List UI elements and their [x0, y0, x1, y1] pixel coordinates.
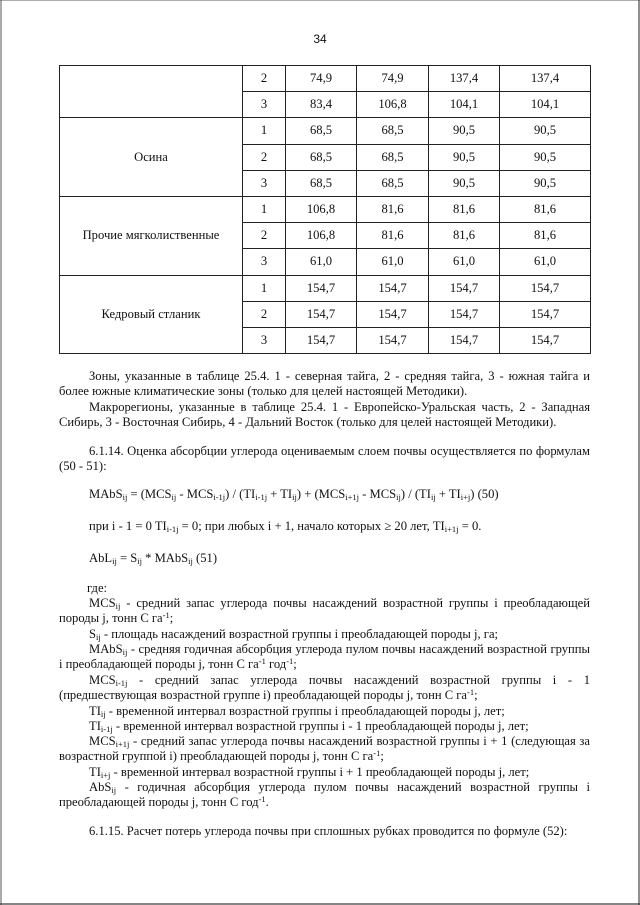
zone-number-cell: 1 — [243, 275, 286, 301]
zone-number-cell: 3 — [243, 249, 286, 275]
table-body — [60, 66, 591, 354]
zone-number-cell: 1 — [243, 118, 286, 144]
zone-number-cell: 3 — [243, 327, 286, 353]
macroregions-note: Макрорегионы, указанные в таблице 25.4. 1 - Европейско-Уральская часть, 2 - Западная Сибирь, 3 - Восточная Сибирь, 4 - Дальний Восток (только для целей настоящей Методики). — [59, 400, 590, 430]
definition-mabs-ij: MAbS$_{ij}$ - средняя годичная абсорбция углерода пулом почвы насаждений возрастной группы i преобладающей породы j, тонн С $га^{-1}$ год$^{-1}$; — [59, 642, 590, 672]
page-edge-left — [0, 0, 2, 905]
section-6-1-14-intro: 6.1.14. Оценка абсорбции углерода оцениваемым слоем почвы осуществляется по формулам (50 - 51): — [59, 444, 590, 474]
value-cell: 68,5 — [357, 170, 429, 196]
definition-ti-i+j: $TI_{i+j}$ - временной интервал возрастной группы i + 1 преобладающей породы j, лет; — [89, 765, 530, 780]
value-cell: 106,8 — [286, 223, 357, 249]
value-cell: 154,7 — [357, 327, 429, 353]
definition-ti-i-1j: $TI_{i-1j}$ - временной интервал возрастной группы i - 1 преобладающей породы j, лет; — [89, 719, 529, 734]
value-cell: 154,7 — [429, 327, 500, 353]
value-cell: 68,5 — [357, 144, 429, 170]
value-cell: 154,7 — [500, 275, 591, 301]
value-cell: 90,5 — [500, 170, 591, 196]
value-cell: 74,9 — [357, 66, 429, 92]
value-cell: 81,6 — [429, 223, 500, 249]
value-cell: 154,7 — [286, 301, 357, 327]
value-cell: 154,7 — [500, 301, 591, 327]
value-cell: 61,0 — [429, 249, 500, 275]
value-cell: 154,7 — [286, 327, 357, 353]
formula-51: $AbL_{ij} = S_{ij}$ * MAbS$_{ij}$ (51) — [89, 551, 218, 566]
where-label: где: — [87, 581, 108, 595]
value-cell: 106,8 — [286, 196, 357, 222]
value-cell: 74,9 — [286, 66, 357, 92]
value-cell: 68,5 — [286, 144, 357, 170]
value-cell: 83,4 — [286, 92, 357, 118]
value-cell: 61,0 — [286, 249, 357, 275]
value-cell: 90,5 — [429, 170, 500, 196]
definition-mcs-i-1j: $MCS_{i-1j}$ - средний запас углерода почвы насаждений возрастной группы i - 1 (предшествующая возрастной группе i) преобладающей породы j, тонн С $га^{-1}$; — [59, 673, 590, 703]
value-cell: 68,5 — [357, 118, 429, 144]
species-cell: Прочие мягколиственные — [60, 196, 243, 275]
species-cell — [60, 66, 243, 118]
formula-50: MAbS$_{ij}$ = $(MCS_{ij} - MCS_{i-1j}) / (TI_{i-1j} + TI_{ij}) + (MCS_{i+1j} - MCS_{ij}) / (TI_{ij} + TI_{i+j})$ (50) — [89, 487, 499, 502]
definition-abs-ij: AbS$_{ij}$ - годичная абсорбция углерода пулом почвы насаждений возрастной группы i преобладающей породы j, тонн С год$^{-1}$. — [59, 780, 590, 810]
value-cell: 154,7 — [429, 275, 500, 301]
zone-number-cell: 1 — [243, 196, 286, 222]
value-cell: 154,7 — [429, 301, 500, 327]
table-row — [60, 118, 591, 144]
value-cell: 81,6 — [429, 196, 500, 222]
table-row — [60, 275, 591, 301]
zone-number-cell: 2 — [243, 301, 286, 327]
value-cell: 90,5 — [429, 144, 500, 170]
value-cell: 90,5 — [429, 118, 500, 144]
value-cell: 81,6 — [500, 223, 591, 249]
value-cell: 81,6 — [357, 196, 429, 222]
page-number: 34 — [313, 32, 327, 46]
table-row — [60, 66, 591, 92]
zone-number-cell: 2 — [243, 223, 286, 249]
value-cell: 137,4 — [429, 66, 500, 92]
definition-ti-ij: $TI_{ij}$ - временной интервал возрастной группы i преобладающей породы j, лет; — [89, 704, 505, 719]
table-row — [60, 196, 591, 222]
value-cell: 104,1 — [429, 92, 500, 118]
value-cell: 61,0 — [357, 249, 429, 275]
value-cell: 81,6 — [500, 196, 591, 222]
value-cell: 154,7 — [286, 275, 357, 301]
value-cell: 154,7 — [357, 301, 429, 327]
value-cell: 81,6 — [357, 223, 429, 249]
value-cell: 90,5 — [500, 118, 591, 144]
value-cell: 137,4 — [500, 66, 591, 92]
value-cell: 104,1 — [500, 92, 591, 118]
value-cell: 154,7 — [500, 327, 591, 353]
zones-note: Зоны, указанные в таблице 25.4. 1 - северная тайга, 2 - средняя тайга, 3 - южная тайга и более южные климатические зоны (только для целей настоящей Методики). — [59, 369, 590, 399]
zone-number-cell: 3 — [243, 170, 286, 196]
zone-number-cell: 3 — [243, 92, 286, 118]
zone-number-cell: 2 — [243, 66, 286, 92]
carbon-stock-table — [59, 65, 591, 354]
value-cell: 68,5 — [286, 170, 357, 196]
definition-mcs-i+1j: $MCS_{i+1j}$ - средний запас углерода почвы насаждений возрастной группы i + 1 (следующая за возрастной группой i) преобладающей породы j, тонн С $га^{-1}$; — [59, 734, 590, 764]
value-cell: 154,7 — [357, 275, 429, 301]
definition-s-ij: $S_{ij}$ - площадь насаждений возрастной группы i преобладающей породы j, га; — [89, 627, 499, 642]
value-cell: 68,5 — [286, 118, 357, 144]
value-cell: 61,0 — [500, 249, 591, 275]
value-cell: 90,5 — [500, 144, 591, 170]
species-cell: Кедровый стланик — [60, 275, 243, 354]
page-edge-top — [0, 0, 640, 1]
zone-number-cell: 2 — [243, 144, 286, 170]
definition-mcs-ij: $MCS_{ij}$ - средний запас углерода почвы насаждений возрастной группы i преобладающей породы j, тонн С $га^{-1}$; — [59, 596, 590, 626]
value-cell: 106,8 — [357, 92, 429, 118]
formula-condition: при i - 1 = 0 $TI_{i-1j} = 0$; при любых i + 1, начало которых ≥ 20 лет, $TI_{i+1j} = 0$. — [89, 519, 482, 534]
species-cell: Осина — [60, 118, 243, 197]
section-6-1-15-intro: 6.1.15. Расчет потерь углерода почвы при сплошных рубках проводится по формуле (52): — [89, 824, 568, 838]
